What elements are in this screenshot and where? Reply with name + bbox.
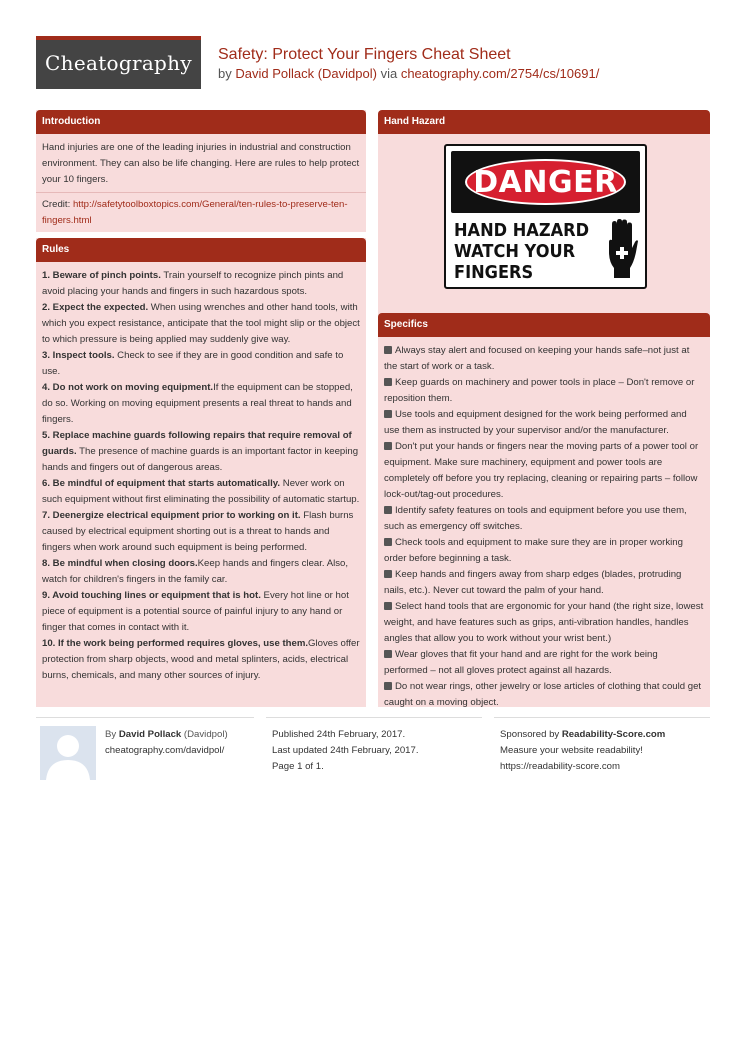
specifics-item (384, 343, 704, 375)
rule-text: Check to see if they are in good condition and safe to use. (42, 350, 344, 377)
footer-divider (36, 717, 254, 718)
rule-title: 1. Beware of pinch points. (42, 270, 161, 281)
specifics-item-text: Do not wear rings, other jewelry or lose articles of clothing that could get caught on a moving object. (384, 681, 702, 708)
author-avatar[interactable] (40, 726, 96, 780)
rule-item (42, 268, 360, 300)
specifics-item-text: Don't put your hands or fingers near the moving parts of a power tool or equipment. Make sure machinery, equipment and power tools are completely off before you try replacing, cleaning or repairing parts – follow lock-out/tag-out procedures. (384, 441, 699, 500)
rule-title: 2. Expect the expected. (42, 302, 149, 313)
footer-sponsor (500, 727, 665, 743)
byline-via: via (376, 66, 401, 81)
rule-text: The presence of machine guards is an important factor in keeping hands and fingers out of dangerous areas. (42, 446, 359, 473)
rule-item (42, 428, 360, 476)
bullet-square-icon (384, 506, 392, 514)
specifics-item-text: Wear gloves that fit your hand and are right for the work being performed – not all gloves protect against all hazards. (384, 649, 658, 676)
specifics-item (384, 599, 704, 647)
specifics-item-text: Always stay alert and focused on keeping your hands safe–not just at the start of work or a task. (384, 345, 690, 372)
specifics-heading: Specifics (378, 313, 710, 337)
bullet-square-icon (384, 378, 392, 386)
sign-line: HAND HAZARD (454, 220, 590, 241)
rule-title: 4. Do not work on moving equipment. (42, 382, 214, 393)
rule-item (42, 556, 360, 588)
sign-line: WATCH YOUR (454, 241, 576, 262)
rule-title: 7. Deenergize electrical equipment prior to working on it. (42, 510, 301, 521)
bullet-square-icon (384, 410, 392, 418)
footer-by: By (105, 729, 119, 740)
page-title: Safety: Protect Your Fingers Cheat Sheet (218, 46, 511, 63)
logo-text: Cheatography (45, 50, 192, 75)
rule-text: Train yourself to recognize pinch pints and avoid placing your hands and fingers in such hazardous spots. (42, 270, 344, 297)
author-link[interactable]: David Pollack (Davidpol) (235, 66, 377, 81)
footer-page: Page 1 of 1. (272, 761, 324, 772)
rules-heading: Rules (36, 238, 366, 262)
byline (218, 66, 599, 81)
footer-sponsor-name[interactable]: Readability-Score.com (561, 729, 666, 740)
cheatography-logo[interactable] (36, 36, 201, 89)
danger-oval (465, 159, 626, 205)
specifics-item-text: Check tools and equipment to make sure they are in proper working order before beginning a task. (384, 537, 683, 564)
introduction-divider (36, 192, 366, 193)
hand-hazard-image-area (378, 134, 710, 314)
introduction-heading: Introduction (36, 110, 366, 134)
specifics-item-text: Keep guards on machinery and power tools in place – Don't remove or reposition them. (384, 377, 695, 404)
footer-author-name[interactable]: David Pollack (118, 729, 182, 740)
bullet-square-icon (384, 602, 392, 610)
rule-item (42, 588, 360, 636)
specifics-section (378, 313, 710, 707)
bullet-square-icon (384, 538, 392, 546)
logo-accent-bar (36, 36, 201, 40)
bullet-square-icon (384, 442, 392, 450)
footer-updated: Last updated 24th February, 2017. (272, 745, 419, 756)
rule-item (42, 300, 360, 348)
specifics-item (384, 679, 704, 711)
rule-item (42, 380, 360, 428)
rule-text: Flash burns caused by electrical equipment shorting out is a threat to hands and fingers when work around such equipment is being performed. (42, 510, 354, 553)
rule-item (42, 476, 360, 508)
rule-title: 6. Be mindful of equipment that starts automatically. (42, 478, 281, 489)
default-user-icon (40, 726, 96, 780)
rule-item (42, 348, 360, 380)
footer-author-url[interactable]: cheatography.com/davidpol/ (105, 745, 225, 756)
specifics-item-text: Select hand tools that are ergonomic for your hand (the right size, lowest weight, and have features such as grips, anti-vibration handles, handles angles that allow you to work without your wrist bent.) (384, 601, 704, 644)
specifics-item (384, 535, 704, 567)
bullet-square-icon (384, 346, 392, 354)
byline-prefix: by (218, 66, 236, 81)
rule-title: 8. Be mindful when closing doors. (42, 558, 198, 569)
introduction-text: Hand injuries are one of the leading injuries in industrial and construction environment. They can also be life changing. Here are rules to help protect your 10 fingers. (42, 142, 360, 185)
rule-title: 9. Avoid touching lines or equipment that is hot. (42, 590, 261, 601)
rule-title: 10. If the work being performed requires gloves, use them. (42, 638, 309, 649)
specifics-item (384, 567, 704, 599)
introduction-section (36, 110, 366, 232)
specifics-item (384, 375, 704, 407)
hand-icon (606, 218, 638, 280)
footer-sponsor-tagline: Measure your website readability! (500, 745, 643, 756)
rules-section (36, 238, 366, 707)
bullet-square-icon (384, 682, 392, 690)
specifics-item-text: Identify safety features on tools and equipment before you use them, such as emergency off switches. (384, 505, 687, 532)
sign-message (454, 220, 589, 283)
footer-author-handle: (Davidpol) (181, 729, 228, 740)
sheet-url-link[interactable]: cheatography.com/2754/cs/10691/ (400, 66, 600, 81)
danger-sign-header (451, 151, 640, 213)
sign-line: FINGERS (454, 262, 534, 283)
specifics-item (384, 439, 704, 503)
footer-sponsored-by: Sponsored by (500, 729, 562, 740)
credit-link[interactable]: http://safetytoolboxtopics.com/General/ten-rules-to-preserve-ten-fingers.html (42, 199, 348, 226)
rule-text: Never work on such equipment without first eliminating the possibility of automatic startup. (42, 478, 360, 505)
footer-published: Published 24th February, 2017. (272, 729, 406, 740)
footer-divider (266, 717, 482, 718)
danger-sign-image (444, 144, 647, 289)
specifics-item (384, 503, 704, 535)
footer-author (105, 727, 228, 743)
rule-item (42, 508, 360, 556)
rule-text: When using wrenches and other hand tools, with which you expect resistance, anticipate that the tool might slip or the object to which pressure is being applied may suddenly give way. (42, 302, 360, 345)
rule-text: Keep hands and fingers clear. Also, watch for children's fingers in the family car. (42, 558, 349, 585)
footer-sponsor-url[interactable]: https://readability-score.com (500, 761, 620, 772)
specifics-item (384, 407, 704, 439)
specifics-item-text: Use tools and equipment designed for the work being performed and use them as instructed by your supervisor and/or the manufacturer. (384, 409, 687, 436)
bullet-square-icon (384, 570, 392, 578)
specifics-item-text: Keep hands and fingers away from sharp edges (blades, protruding nails, etc.). Never cut toward the palm of your hand. (384, 569, 682, 596)
rule-title: 5. Replace machine guards following repairs that require removal of guards. (42, 430, 352, 457)
hand-hazard-heading: Hand Hazard (378, 110, 710, 134)
bullet-square-icon (384, 650, 392, 658)
specifics-item (384, 647, 704, 679)
footer-divider (494, 717, 710, 718)
danger-word: DANGER (473, 164, 618, 200)
rule-text: If the equipment can be stopped, do so. Working on moving equipment presents a real threat to hands and fingers. (42, 382, 353, 425)
rule-title: 3. Inspect tools. (42, 350, 115, 361)
credit-label: Credit: (42, 199, 73, 210)
credit-line (42, 197, 360, 229)
rule-text: Gloves offer protection from sharp objects, wood and metal splinters, acids, electrical burns, chemicals, and many other sources of injury. (42, 638, 360, 681)
rule-text: Every hot line or hot piece of equipment is a potential source of painful injury to any hand or finger that comes in contact with it. (42, 590, 349, 633)
hand-hazard-section (378, 110, 710, 134)
rule-item (42, 636, 360, 684)
